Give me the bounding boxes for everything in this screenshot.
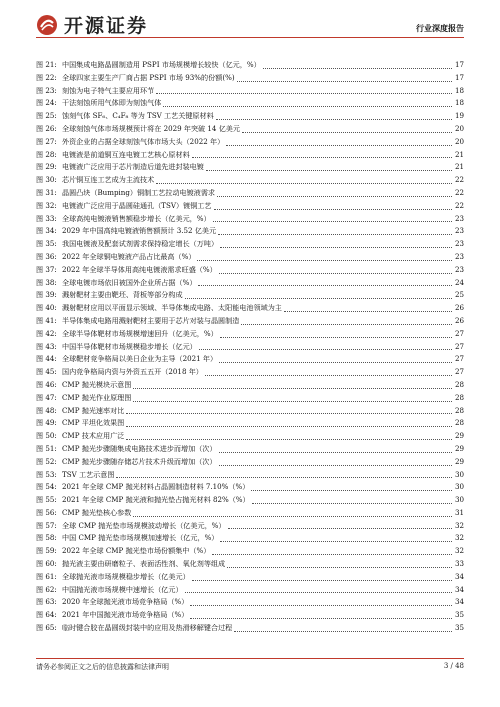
toc-page-number: 34	[454, 597, 464, 607]
toc-figure-title: 2022 年全球铜电镀液产品占比最高（%）	[62, 251, 196, 261]
toc-entry[interactable]	[36, 571, 464, 584]
toc-figure-number: 图 25:	[36, 111, 57, 121]
toc-page-number: 27	[454, 328, 464, 338]
toc-leader-dots	[251, 490, 452, 491]
footer-divider	[36, 658, 464, 659]
toc-leader-dots	[220, 337, 452, 338]
toc-figure-number: 图 42:	[36, 328, 57, 338]
toc-leader-dots	[185, 298, 452, 299]
toc-page-number: 22	[454, 200, 464, 210]
brand-logo	[36, 11, 148, 38]
toc-page-number: 23	[454, 213, 464, 223]
toc-figure-number: 图 36:	[36, 251, 57, 261]
toc-figure-number: 图 52:	[36, 456, 57, 466]
toc-leader-dots	[284, 311, 452, 312]
toc-entry[interactable]	[36, 507, 464, 520]
toc-entry[interactable]	[36, 200, 464, 213]
toc-entry[interactable]	[36, 174, 464, 187]
toc-figure-title: 溅射靶材主要由靶坯、背板等部分构成	[62, 290, 183, 300]
toc-figure-number: 图 31:	[36, 187, 57, 197]
toc-figure-number: 图 39:	[36, 290, 57, 300]
toc-figure-number: 图 30:	[36, 175, 57, 185]
toc-leader-dots	[133, 388, 452, 389]
toc-leader-dots	[216, 119, 452, 120]
toc-figure-number: 图 59:	[36, 546, 57, 556]
toc-entry[interactable]	[36, 341, 464, 354]
toc-figure-number: 图 33:	[36, 213, 57, 223]
header-divider	[36, 37, 464, 38]
toc-page-number: 30	[454, 469, 464, 479]
toc-figure-title: 电镀液广泛应用于芯片制造后道先进封装电镀	[62, 162, 204, 172]
toc-entry[interactable]	[36, 136, 464, 149]
toc-leader-dots	[133, 401, 452, 402]
toc-figure-title: 2021 年全球 CMP 抛光材料占晶圆制造材料 7.10%（%）	[62, 482, 250, 492]
toc-leader-dots	[126, 439, 452, 440]
toc-page-number: 20	[454, 123, 464, 133]
toc-figure-number: 图 32:	[36, 200, 57, 210]
toc-entry[interactable]	[36, 520, 464, 533]
toc-leader-dots	[214, 209, 453, 210]
toc-page-number: 28	[454, 405, 464, 415]
toc-entry[interactable]	[36, 213, 464, 226]
toc-leader-dots	[190, 605, 452, 606]
toc-figure-title: 全球电镀市场依旧被国外企业所占据（%）	[62, 277, 197, 287]
toc-figure-number: 图 24:	[36, 98, 57, 108]
toc-leader-dots	[185, 592, 452, 593]
toc-figure-number: 图 62:	[36, 584, 57, 594]
toc-entry[interactable]	[36, 289, 464, 302]
toc-leader-dots	[219, 362, 452, 363]
toc-page-number: 33	[454, 559, 464, 569]
toc-figure-title: 2022 年全球半导体用高纯电镀液需求旺盛（%）	[62, 264, 217, 274]
toc-entry[interactable]	[36, 596, 464, 609]
toc-figure-title: 电镀液广泛应用于晶圆硅通孔（TSV）镀铜工艺	[62, 200, 212, 210]
toc-figure-number: 图 57:	[36, 520, 57, 530]
toc-figure-number: 图 58:	[36, 533, 57, 543]
toc-leader-dots	[156, 183, 452, 184]
toc-entry[interactable]	[36, 494, 464, 507]
toc-page-number: 35	[454, 623, 464, 633]
toc-leader-dots	[263, 68, 452, 69]
toc-page-number: 34	[454, 584, 464, 594]
toc-figure-number: 图 65:	[36, 623, 57, 633]
toc-leader-dots	[198, 285, 452, 286]
toc-figure-number: 图 45:	[36, 367, 57, 377]
toc-figure-title: 2020 年全球抛光液市场竞争格局（%）	[62, 597, 189, 607]
toc-page-number: 32	[454, 520, 464, 530]
toc-figure-number: 图 54:	[36, 482, 57, 492]
toc-page-number: 23	[454, 239, 464, 249]
toc-page-number: 19	[454, 111, 464, 121]
toc-figure-number: 图 41:	[36, 315, 57, 325]
toc-figure-number: 图 35:	[36, 239, 57, 249]
toc-leader-dots	[219, 465, 453, 466]
toc-page-number: 17	[454, 60, 464, 69]
toc-figure-title: 电镀液是前道铜互连电镀工艺核心原材料	[62, 149, 190, 159]
toc-page-number: 30	[454, 482, 464, 492]
toc-page-number: 18	[454, 85, 464, 95]
toc-figure-title: 全球高纯电镀液销售额稳步增长（亿美元，%）	[62, 213, 211, 223]
toc-leader-dots	[218, 234, 452, 235]
toc-figure-number: 图 43:	[36, 341, 57, 351]
page-number: 3 / 48	[443, 662, 464, 670]
toc-entry[interactable]	[36, 123, 464, 136]
toc-leader-dots	[220, 541, 452, 542]
toc-page-number: 29	[454, 443, 464, 453]
toc-figure-title: 中国抛光液市场规模中速增长（亿元）	[62, 584, 183, 594]
toc-figure-title: 半导体集成电路用溅射靶材主要用于芯片对装与晶圆制造	[62, 315, 240, 325]
toc-entry[interactable]	[36, 584, 464, 597]
toc-figure-title: 芯片铜互连工艺成为主流技术	[62, 175, 155, 185]
toc-figure-title: CMP 抛光步骤随集成电路技术进步而增加（次）	[62, 443, 217, 453]
toc-entry[interactable]	[36, 405, 464, 418]
toc-entry[interactable]	[36, 161, 464, 174]
toc-figure-number: 图 47:	[36, 392, 57, 402]
toc-figure-title: CMP 抛光垫核心参数	[62, 507, 132, 517]
toc-figure-title: 全球 CMP 抛光垫市场规模波动增长（亿美元，%）	[62, 520, 226, 530]
brand-name: 开源证券	[64, 15, 149, 37]
toc-page-number: 25	[454, 290, 464, 300]
toc-figure-number: 图 49:	[36, 418, 57, 428]
toc-figure-number: 图 40:	[36, 303, 57, 313]
toc-figure-title: 全球刻蚀气体市场规模预计将在 2029 年突破 14 亿美元	[62, 123, 240, 133]
toc-leader-dots	[227, 567, 452, 568]
toc-figure-title: 2021 年全球 CMP 抛光液和抛光垫占抛光材料 82%（%）	[62, 495, 250, 505]
toc-figure-title: 全球靶材竞争格局以美日企业为主导（2021 年）	[62, 354, 218, 364]
toc-figure-number: 图 29:	[36, 162, 57, 172]
toc-page-number: 28	[454, 418, 464, 428]
toc-entry[interactable]	[36, 443, 464, 456]
toc-figure-title: 中国集成电路晶圆制造用 PSPI 市场规模增长较快（亿元，%）	[62, 60, 261, 69]
toc-figure-number: 图 34:	[36, 226, 57, 236]
toc-page-number: 17	[454, 72, 464, 82]
toc-figure-title: CMP 抛光速率对比	[62, 405, 125, 415]
toc-figure-title: 我国电镀液及配套试剂需求保持稳定增长（万吨）	[62, 239, 219, 249]
toc-figure-number: 图 63:	[36, 597, 57, 607]
toc-figure-title: CMP 抛光步骤随存储芯片技术升级而增加（次）	[62, 456, 217, 466]
toc-page-number: 32	[454, 546, 464, 556]
toc-figure-number: 图 46:	[36, 379, 57, 389]
toc-figure-number: 图 50:	[36, 431, 57, 441]
toc-figure-title: 中国半导体靶材市场规模稳步增长（亿元）	[62, 341, 197, 351]
toc-entry[interactable]	[36, 97, 464, 110]
toc-figure-title: 2022 年全球 CMP 抛光垫市场份额集中（%）	[62, 546, 211, 556]
toc-entry[interactable]	[36, 417, 464, 430]
toc-page-number: 28	[454, 392, 464, 402]
toc-leader-dots	[220, 247, 452, 248]
toc-figure-number: 图 48:	[36, 405, 57, 415]
toc-page-number: 22	[454, 175, 464, 185]
toc-entry[interactable]	[36, 328, 464, 341]
toc-figure-number: 图 61:	[36, 571, 57, 581]
kaiyuan-logo-icon	[36, 14, 58, 36]
toc-leader-dots	[219, 273, 452, 274]
report-type-label: 行业深度报告	[416, 24, 464, 33]
toc-leader-dots	[212, 554, 452, 555]
toc-entry[interactable]	[36, 481, 464, 494]
toc-entry[interactable]	[36, 558, 464, 571]
toc-leader-dots	[241, 324, 452, 325]
toc-figure-title: TSV 工艺示意图	[62, 469, 115, 479]
toc-figure-number: 图 53:	[36, 469, 57, 479]
toc-page-number: 30	[454, 495, 464, 505]
toc-leader-dots	[226, 145, 452, 146]
toc-page-number: 23	[454, 226, 464, 236]
toc-figure-title: 蚀刻气体 SF₆、C₄F₈ 等为 TSV 工艺关键原材料	[62, 111, 214, 121]
toc-entry[interactable]	[36, 225, 464, 238]
toc-figure-number: 图 27:	[36, 136, 57, 146]
toc-page-number: 24	[454, 277, 464, 287]
toc-page-number: 28	[454, 379, 464, 389]
toc-page-number: 20	[454, 136, 464, 146]
footer-disclaimer: 请务必参阅正文之后的信息披露和法律声明	[36, 663, 169, 671]
toc-entry[interactable]	[36, 315, 464, 328]
toc-entry[interactable]	[36, 532, 464, 545]
toc-figure-title: 晶圆凸块（Bumping）铜制工艺拉动电镀液需求	[62, 187, 216, 197]
toc-leader-dots	[205, 375, 452, 376]
toc-figure-title: 国内竞争格局内资与外资五五开（2018 年）	[62, 367, 203, 377]
toc-figure-title: 刻蚀为电子特气主要应用环节	[62, 85, 155, 95]
toc-entry[interactable]	[36, 430, 464, 443]
toc-page-number: 21	[454, 149, 464, 159]
toc-entry[interactable]	[36, 392, 464, 405]
toc-entry[interactable]	[36, 110, 464, 123]
toc-leader-dots	[228, 528, 453, 529]
toc-leader-dots	[217, 196, 452, 197]
toc-leader-dots	[116, 477, 452, 478]
toc-page-number: 27	[454, 354, 464, 364]
toc-leader-dots	[199, 349, 452, 350]
toc-leader-dots	[126, 426, 452, 427]
toc-page-number: 26	[454, 315, 464, 325]
toc-page-number: 18	[454, 98, 464, 108]
toc-figure-number: 图 51:	[36, 443, 57, 453]
toc-figure-title: 全球四家主要生产厂商占据 PSPI 市场 93%的份额(%)	[62, 72, 235, 82]
toc-figure-title: 溅射靶材应用以平面显示领域、半导体集成电路、太阳能电池领域为主	[62, 303, 282, 313]
toc-page-number: 23	[454, 264, 464, 274]
toc-entry[interactable]	[36, 187, 464, 200]
toc-entry[interactable]	[36, 545, 464, 558]
toc-figure-number: 图 60:	[36, 559, 57, 569]
toc-entry[interactable]	[36, 72, 464, 85]
toc-page-number: 23	[454, 251, 464, 261]
toc-leader-dots	[190, 618, 452, 619]
toc-page-number: 26	[454, 303, 464, 313]
toc-figure-number: 图 23:	[36, 85, 57, 95]
toc-entry[interactable]	[36, 264, 464, 277]
toc-figure-title: 2029 年中国高纯电镀液销售额预计 3.52 亿美元	[62, 226, 217, 236]
toc-figure-number: 图 28:	[36, 149, 57, 159]
toc-entry[interactable]	[36, 277, 464, 290]
toc-figure-number: 图 64:	[36, 610, 57, 620]
toc-figure-number: 图 22:	[36, 72, 57, 82]
toc-leader-dots	[213, 221, 452, 222]
toc-entry[interactable]	[36, 251, 464, 264]
toc-figure-title: 全球半导体靶材市场规模增速回升（亿美元，%）	[62, 328, 218, 338]
toc-leader-dots	[242, 132, 452, 133]
toc-entry[interactable]	[36, 622, 464, 635]
toc-figure-title: 临时键合胶在晶圆级封装中的应用及热滑移解键合过程	[62, 623, 233, 633]
toc-leader-dots	[133, 516, 452, 517]
toc-figure-number: 图 55:	[36, 495, 57, 505]
toc-leader-dots	[197, 260, 452, 261]
toc-entry[interactable]	[36, 609, 464, 622]
toc-figure-title: CMP 技术应用广泛	[62, 431, 125, 441]
toc-page-number: 29	[454, 456, 464, 466]
toc-figure-number: 图 56:	[36, 507, 57, 517]
toc-entry[interactable]	[36, 238, 464, 251]
toc-page-number: 27	[454, 341, 464, 351]
toc-page-number: 31	[454, 507, 464, 517]
toc-page-number: 32	[454, 533, 464, 543]
toc-entry[interactable]	[36, 59, 464, 72]
toc-page-number: 27	[454, 367, 464, 377]
toc-figure-title: 2021 年中国抛光液市场竞争格局（%）	[62, 610, 189, 620]
toc-figure-number: 图 44:	[36, 354, 57, 364]
toc-leader-dots	[192, 580, 452, 581]
toc-page-number: 34	[454, 571, 464, 581]
toc-figure-title: 中国 CMP 抛光垫市场规模加速增长（亿元，%）	[62, 533, 219, 543]
toc-figure-number: 图 38:	[36, 277, 57, 287]
toc-leader-dots	[252, 503, 452, 504]
toc-figure-title: 干法刻蚀所用气体即为刻蚀气体	[62, 98, 162, 108]
toc-leader-dots	[237, 81, 452, 82]
page-header	[0, 0, 500, 38]
toc-entry[interactable]	[36, 379, 464, 392]
toc-leader-dots	[219, 452, 453, 453]
toc-leader-dots	[192, 157, 452, 158]
toc-entry[interactable]	[36, 149, 464, 162]
figure-table-of-contents	[36, 59, 464, 635]
toc-figure-title: 全球抛光液市场规模稳步增长（亿美元）	[62, 571, 190, 581]
toc-entry[interactable]	[36, 85, 464, 98]
toc-figure-title: 外资企业的占据全球刻蚀气体市场大头（2022 年）	[62, 136, 225, 146]
toc-page-number: 21	[454, 162, 464, 172]
toc-figure-title: CMP 抛光作业原理图	[62, 392, 132, 402]
toc-leader-dots	[163, 106, 452, 107]
toc-entry[interactable]	[36, 456, 464, 469]
toc-leader-dots	[156, 93, 452, 94]
toc-figure-number: 图 37:	[36, 264, 57, 274]
toc-entry[interactable]	[36, 469, 464, 482]
toc-page-number: 22	[454, 187, 464, 197]
toc-leader-dots	[206, 170, 452, 171]
toc-page-number: 35	[454, 610, 464, 620]
toc-figure-number: 图 26:	[36, 123, 57, 133]
toc-entry[interactable]	[36, 302, 464, 315]
toc-entry[interactable]	[36, 353, 464, 366]
toc-page-number: 29	[454, 431, 464, 441]
toc-figure-title: 抛光液主要由研磨粒子、表面活性剂、氧化剂等组成	[62, 559, 226, 569]
toc-entry[interactable]	[36, 366, 464, 379]
toc-leader-dots	[234, 631, 452, 632]
toc-figure-title: CMP 平坦化效果图	[62, 418, 125, 428]
toc-leader-dots	[126, 413, 452, 414]
toc-figure-number: 图 21:	[36, 60, 57, 69]
toc-figure-title: CMP 抛光模块示意图	[62, 379, 132, 389]
